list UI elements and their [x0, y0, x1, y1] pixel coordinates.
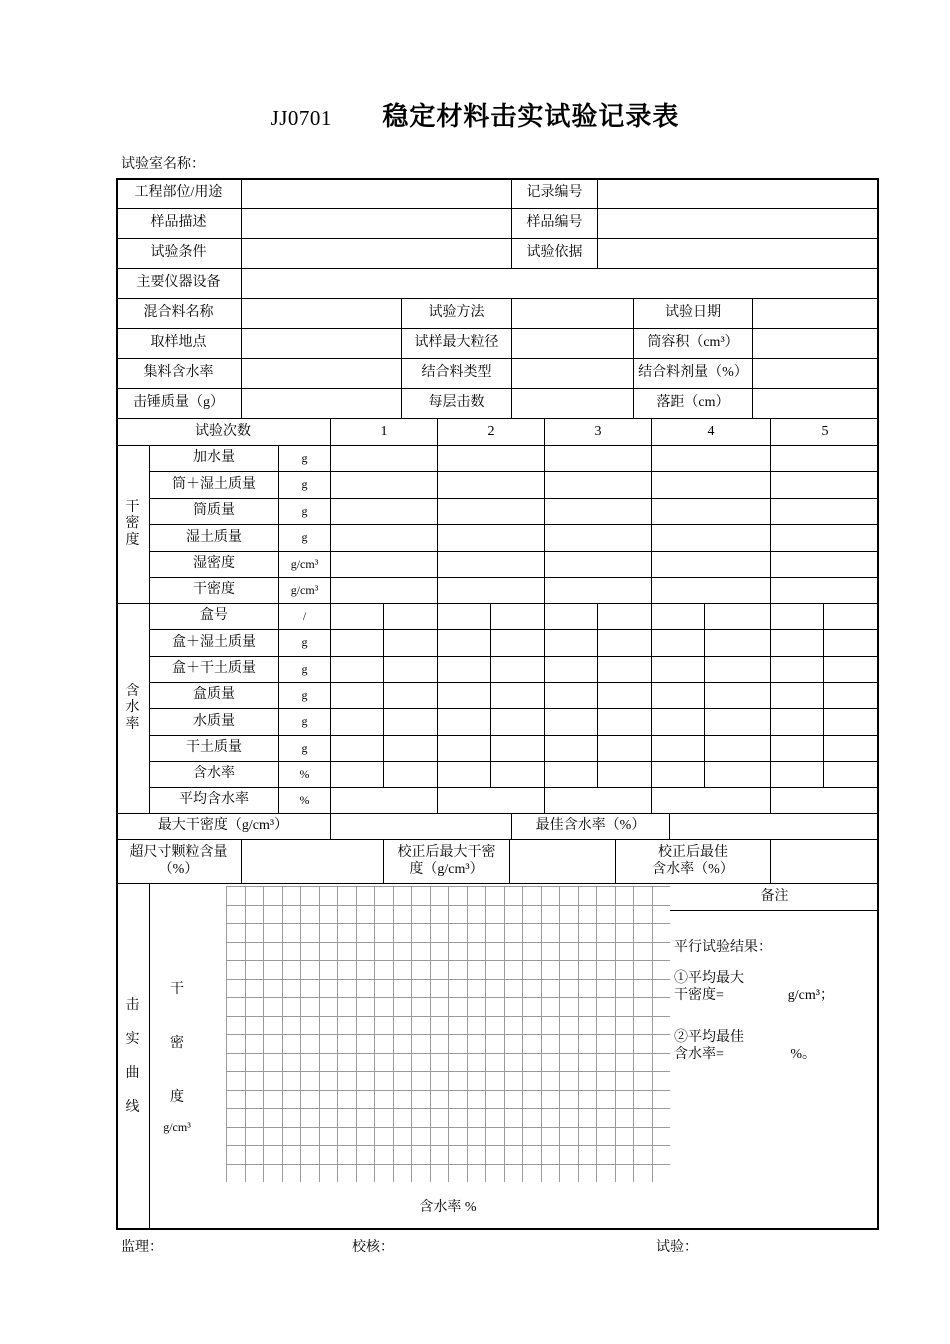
record-no-label: 记录编号 [512, 178, 598, 209]
value-cell[interactable] [771, 578, 879, 604]
value-cell[interactable] [705, 657, 771, 683]
row-label: 盒质量 [150, 683, 279, 709]
avg-moisture-value[interactable] [438, 788, 545, 814]
trial-number: 2 [438, 419, 545, 446]
cylinder-volume-value[interactable] [753, 329, 879, 359]
value-cell[interactable] [438, 630, 491, 657]
row-unit: / [279, 604, 331, 630]
value-cell[interactable] [438, 657, 491, 683]
avg-optimum-row [674, 1047, 874, 1064]
value-cell[interactable] [545, 578, 652, 604]
value-cell[interactable] [824, 736, 879, 762]
value-cell[interactable] [491, 657, 545, 683]
avg-max-density-unit: g/cm³； [787, 987, 834, 1003]
form-title: 稳定材料击实试验记录表 [382, 102, 680, 131]
test-date-value[interactable] [753, 299, 879, 329]
binder-dosage-value[interactable] [753, 359, 879, 389]
oversize-content-value[interactable] [242, 840, 384, 884]
max-particle-size-value[interactable] [512, 329, 634, 359]
aggregate-moisture-value[interactable] [242, 359, 402, 389]
row-unit: g [279, 683, 331, 709]
value-cell[interactable] [438, 446, 545, 472]
curve-y-axis-label [152, 978, 202, 1135]
value-cell[interactable] [598, 630, 652, 657]
row-unit: g [279, 709, 331, 736]
value-cell[interactable] [705, 630, 771, 657]
value-cell[interactable] [438, 525, 545, 552]
trial-number: 3 [545, 419, 652, 446]
max-dry-density-value[interactable] [331, 814, 512, 840]
row-unit: g [279, 657, 331, 683]
value-cell[interactable] [771, 762, 824, 788]
trial-number: 4 [652, 419, 771, 446]
value-cell[interactable] [438, 499, 545, 525]
value-cell[interactable] [652, 578, 771, 604]
value-cell[interactable] [652, 499, 771, 525]
max-particle-size-label: 试样最大粒径 [402, 329, 512, 359]
test-basis-value[interactable] [598, 239, 879, 269]
engineering-part-value[interactable] [242, 178, 512, 209]
value-cell[interactable] [545, 499, 652, 525]
value-cell[interactable] [705, 762, 771, 788]
value-cell[interactable] [705, 683, 771, 709]
value-cell[interactable] [652, 525, 771, 552]
row-label: 湿土质量 [150, 525, 279, 552]
test-date-label: 试验日期 [634, 299, 753, 329]
value-cell[interactable] [705, 736, 771, 762]
value-cell[interactable] [545, 709, 598, 736]
value-cell[interactable] [824, 683, 879, 709]
avg-moisture-label: 平均含水率 [150, 788, 279, 814]
value-cell[interactable] [771, 657, 824, 683]
value-cell[interactable] [331, 446, 438, 472]
curve-section-label [116, 884, 150, 1230]
curve-section-char: 实 [125, 1031, 140, 1047]
remarks-header: 备注 [670, 884, 879, 911]
value-cell[interactable] [331, 630, 384, 657]
curve-x-axis-label: 含水率 % [419, 1200, 477, 1215]
value-cell[interactable] [545, 657, 598, 683]
value-cell[interactable] [598, 683, 652, 709]
value-cell[interactable] [384, 630, 438, 657]
test-basis-label: 试验依据 [512, 239, 598, 269]
row-label: 水质量 [150, 709, 279, 736]
value-cell[interactable] [545, 446, 652, 472]
avg-moisture-value[interactable] [771, 788, 879, 814]
value-cell[interactable] [331, 683, 384, 709]
value-cell[interactable] [545, 552, 652, 578]
value-cell[interactable] [824, 604, 879, 630]
value-cell[interactable] [545, 683, 598, 709]
value-cell[interactable] [331, 578, 438, 604]
corrected-max-density-value[interactable] [510, 840, 616, 884]
form-code: JJ0701 [270, 106, 332, 130]
row-unit: g/cm³ [279, 578, 331, 604]
sampling-location-label: 取样地点 [116, 329, 242, 359]
avg-max-density-line2: 干密度= [674, 987, 724, 1003]
binder-type-label: 结合料类型 [402, 359, 512, 389]
row-unit: g [279, 630, 331, 657]
value-cell[interactable] [598, 762, 652, 788]
test-method-label: 试验方法 [402, 299, 512, 329]
corrected-optimum-moisture-label: 校正后最佳 含水率（%） [616, 840, 771, 884]
avg-moisture-unit: % [279, 788, 331, 814]
row-label: 加水量 [150, 446, 279, 472]
value-cell[interactable] [384, 683, 438, 709]
optimum-moisture-value[interactable] [670, 814, 879, 840]
avg-moisture-value[interactable] [545, 788, 652, 814]
blows-per-layer-value[interactable] [512, 389, 634, 419]
value-cell[interactable] [771, 472, 879, 499]
drop-height-label: 落距（cm） [634, 389, 753, 419]
binder-type-value[interactable] [512, 359, 634, 389]
mixture-name-label: 混合料名称 [116, 299, 242, 329]
lab-name-label: 试验室名称： [121, 157, 205, 172]
sample-no-value[interactable] [598, 209, 879, 239]
value-cell[interactable] [598, 736, 652, 762]
blows-per-layer-label: 每层击数 [402, 389, 512, 419]
reviewer-label: 校核： [352, 1240, 394, 1255]
sample-no-label: 样品编号 [512, 209, 598, 239]
value-cell[interactable] [331, 604, 384, 630]
main-equipment-label: 主要仪器设备 [116, 269, 242, 299]
value-cell[interactable] [438, 736, 491, 762]
row-unit: % [279, 762, 331, 788]
value-cell[interactable] [652, 552, 771, 578]
value-cell[interactable] [545, 762, 598, 788]
value-cell[interactable] [438, 604, 491, 630]
value-cell[interactable] [438, 709, 491, 736]
oversize-content-label: 超尺寸颗粒含量 （%） [116, 840, 242, 884]
corrected-optimum-moisture-value[interactable] [771, 840, 879, 884]
value-cell[interactable] [705, 709, 771, 736]
row-label: 含水率 [150, 762, 279, 788]
value-cell[interactable] [331, 657, 384, 683]
row-unit: g [279, 525, 331, 552]
row-unit: g/cm³ [279, 552, 331, 578]
hammer-mass-value[interactable] [242, 389, 402, 419]
compaction-curve-grid[interactable] [226, 886, 670, 1182]
value-cell[interactable] [771, 736, 824, 762]
value-cell[interactable] [652, 446, 771, 472]
sampling-location-value[interactable] [242, 329, 402, 359]
value-cell[interactable] [652, 472, 771, 499]
avg-moisture-value[interactable] [652, 788, 771, 814]
row-label: 盒＋干土质量 [150, 657, 279, 683]
curve-section-char: 线 [125, 1100, 140, 1116]
y-label-char: 干 [170, 982, 184, 997]
mixture-name-value[interactable] [242, 299, 402, 329]
value-cell[interactable] [491, 683, 545, 709]
value-cell[interactable] [491, 762, 545, 788]
dry-density-group-label: 干 密 度 [116, 446, 150, 604]
test-conditions-value[interactable] [242, 239, 512, 269]
row-label: 盒号 [150, 604, 279, 630]
value-cell[interactable] [824, 630, 879, 657]
value-cell[interactable] [771, 709, 824, 736]
value-cell[interactable] [331, 525, 438, 552]
value-cell[interactable] [771, 525, 879, 552]
trial-number: 5 [771, 419, 879, 446]
value-cell[interactable] [438, 472, 545, 499]
value-cell[interactable] [705, 604, 771, 630]
value-cell[interactable] [652, 762, 705, 788]
trial-count-header: 试验次数 [116, 419, 331, 446]
avg-optimum-line2: 含水率= [674, 1047, 724, 1063]
value-cell[interactable] [438, 762, 491, 788]
value-cell[interactable] [771, 446, 879, 472]
remarks-area [674, 940, 874, 1064]
value-cell[interactable] [652, 657, 705, 683]
row-unit: g [279, 499, 331, 525]
value-cell[interactable] [545, 736, 598, 762]
value-cell[interactable] [771, 499, 879, 525]
curve-section-char: 击 [125, 997, 140, 1013]
row-label: 筒质量 [150, 499, 279, 525]
value-cell[interactable] [824, 762, 879, 788]
avg-max-density-row [674, 988, 874, 1005]
value-cell[interactable] [824, 657, 879, 683]
sample-desc-label: 样品描述 [116, 209, 242, 239]
value-cell[interactable] [598, 657, 652, 683]
supervisor-label: 监理： [121, 1240, 163, 1255]
y-label-char: 度 [170, 1090, 184, 1105]
drop-height-value[interactable] [753, 389, 879, 419]
avg-optimum-unit: %。 [790, 1047, 816, 1063]
value-cell[interactable] [438, 552, 545, 578]
test-method-value[interactable] [512, 299, 634, 329]
value-cell[interactable] [545, 525, 652, 552]
value-cell[interactable] [384, 762, 438, 788]
value-cell[interactable] [545, 604, 598, 630]
value-cell[interactable] [384, 709, 438, 736]
row-label: 盒＋湿土质量 [150, 630, 279, 657]
row-unit: g [279, 472, 331, 499]
parallel-results-label: 平行试验结果： [674, 940, 772, 955]
record-no-value[interactable] [598, 178, 879, 209]
row-label: 筒＋湿土质量 [150, 472, 279, 499]
main-equipment-value[interactable] [242, 269, 879, 299]
value-cell[interactable] [384, 736, 438, 762]
cylinder-volume-label: 筒容积（cm³） [634, 329, 753, 359]
value-cell[interactable] [652, 709, 705, 736]
avg-optimum-label: ②平均最佳 [674, 1030, 744, 1046]
value-cell[interactable] [384, 657, 438, 683]
max-dry-density-label: 最大干密度（g/cm³） [116, 814, 331, 840]
value-cell[interactable] [491, 736, 545, 762]
value-cell[interactable] [598, 604, 652, 630]
value-cell[interactable] [771, 604, 824, 630]
avg-max-density-label: ①平均最大 [674, 970, 744, 986]
value-cell[interactable] [545, 630, 598, 657]
sample-desc-value[interactable] [242, 209, 512, 239]
moisture-group-label: 含 水 率 [116, 604, 150, 814]
binder-dosage-label: 结合料剂量（%） [634, 359, 753, 389]
hammer-mass-label: 击锤质量（g） [116, 389, 242, 419]
value-cell[interactable] [384, 604, 438, 630]
value-cell[interactable] [652, 683, 705, 709]
value-cell[interactable] [438, 683, 491, 709]
value-cell[interactable] [438, 578, 545, 604]
value-cell[interactable] [771, 630, 824, 657]
value-cell[interactable] [824, 709, 879, 736]
row-label: 干密度 [150, 578, 279, 604]
value-cell[interactable] [331, 762, 384, 788]
row-label: 干土质量 [150, 736, 279, 762]
tester-label: 试验： [656, 1240, 698, 1255]
row-unit: g [279, 736, 331, 762]
value-cell[interactable] [491, 604, 545, 630]
row-unit: g [279, 446, 331, 472]
value-cell[interactable] [491, 709, 545, 736]
aggregate-moisture-label: 集料含水率 [116, 359, 242, 389]
value-cell[interactable] [598, 709, 652, 736]
value-cell[interactable] [331, 499, 438, 525]
value-cell[interactable] [771, 552, 879, 578]
y-label-char: 密 [170, 1036, 184, 1051]
value-cell[interactable] [331, 552, 438, 578]
value-cell[interactable] [331, 736, 384, 762]
row-label: 湿密度 [150, 552, 279, 578]
value-cell[interactable] [331, 709, 384, 736]
optimum-moisture-label: 最佳含水率（%） [512, 814, 670, 840]
corrected-max-density-label: 校正后最大干密 度（g/cm³） [384, 840, 510, 884]
y-label-unit: g/cm³ [163, 1120, 191, 1134]
value-cell[interactable] [652, 630, 705, 657]
avg-moisture-value[interactable] [331, 788, 438, 814]
value-cell[interactable] [771, 683, 824, 709]
engineering-part-label: 工程部位/用途 [116, 178, 242, 209]
trial-number: 1 [331, 419, 438, 446]
page-title [0, 96, 950, 133]
value-cell[interactable] [491, 630, 545, 657]
value-cell[interactable] [652, 604, 705, 630]
curve-section-char: 曲 [125, 1066, 140, 1081]
test-conditions-label: 试验条件 [116, 239, 242, 269]
value-cell[interactable] [545, 472, 652, 499]
value-cell[interactable] [652, 736, 705, 762]
value-cell[interactable] [331, 472, 438, 499]
